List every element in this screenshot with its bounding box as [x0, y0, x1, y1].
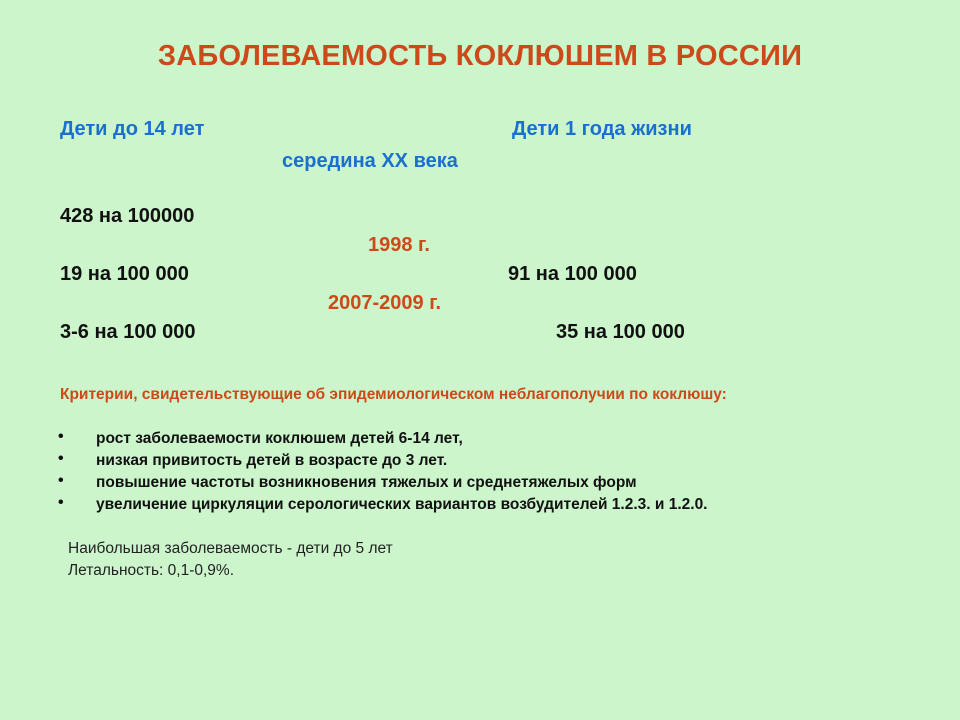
bullet-icon: •	[58, 494, 64, 511]
period-mid-20th-century: середина XX века	[282, 150, 458, 172]
criteria-heading: Критерии, свидетельствующие об эпидемиологическом неблагополучии по коклюшу:	[60, 386, 727, 403]
criteria-list	[58, 428, 708, 516]
criteria-item	[58, 450, 708, 472]
page-title: ЗАБОЛЕВАЕМОСТЬ КОКЛЮШЕМ В РОССИИ	[157, 40, 803, 72]
header-children-under-14: Дети до 14 лет	[60, 118, 205, 140]
criteria-item	[58, 428, 708, 450]
rate-infants-2007-2009: 35 на 100 000	[556, 321, 685, 343]
rate-under14-mid-century: 428 на 100000	[60, 205, 195, 227]
header-infants: Дети 1 года жизни	[512, 118, 692, 140]
period-2007-2009: 2007-2009 г.	[328, 292, 442, 314]
bullet-icon: •	[58, 450, 64, 467]
rate-infants-1998: 91 на 100 000	[508, 263, 637, 285]
criteria-item-text: рост заболеваемости коклюшем детей 6-14 лет,	[96, 430, 463, 447]
criteria-item	[58, 494, 708, 516]
criteria-item-text: повышение частоты возникновения тяжелых и среднетяжелых форм	[96, 474, 637, 491]
rate-under14-1998: 19 на 100 000	[60, 263, 189, 285]
rate-under14-2007-2009: 3-6 на 100 000	[60, 321, 196, 343]
bullet-icon: •	[58, 428, 64, 445]
criteria-item-text: низкая привитость детей в возрасте до 3 лет.	[96, 452, 448, 469]
note-highest-incidence: Наибольшая заболеваемость - дети до 5 лет	[68, 540, 393, 557]
bullet-icon: •	[58, 472, 64, 489]
period-1998: 1998 г.	[368, 234, 430, 256]
criteria-item	[58, 472, 708, 494]
criteria-item-text: увеличение циркуляции серологических вариантов возбудителей 1.2.3. и 1.2.0.	[96, 496, 708, 513]
note-lethality: Летальность: 0,1-0,9%.	[68, 562, 235, 579]
